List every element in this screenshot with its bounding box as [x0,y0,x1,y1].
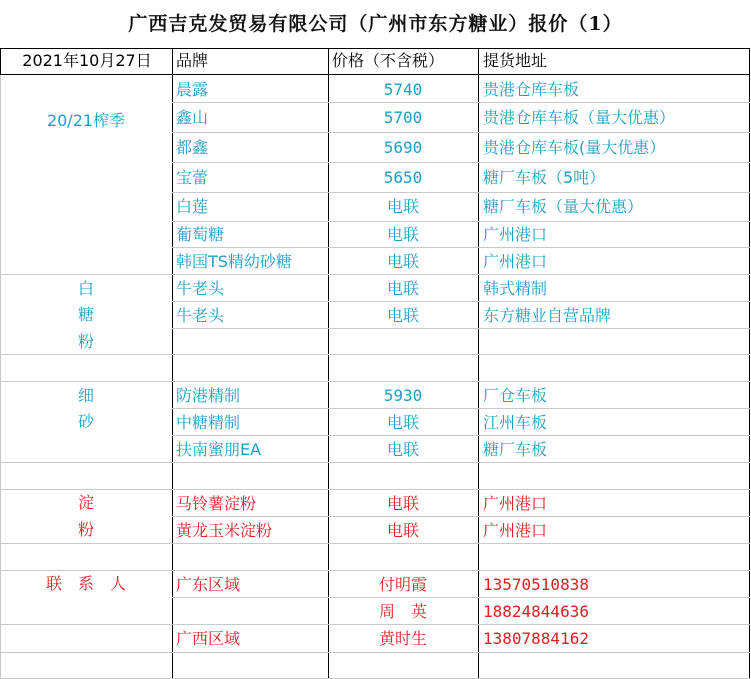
grid-line [0,48,1,74]
header-price: 价格（不含税） [332,51,445,70]
grid-line [0,381,750,382]
grid-line [172,132,750,133]
location-cell: 广州港口 [483,494,548,513]
season-label: 20/21榨季 [46,111,126,130]
brand-cell: 马铃薯淀粉 [176,494,257,513]
brand-cell: 黄龙玉米淀粉 [176,521,273,540]
grid-line [749,48,750,679]
section-label-baitangfen: 糖 [77,305,94,324]
brand-cell: 牛老头 [176,306,225,325]
price-cell: 电联 [386,197,419,216]
contact-phone: 13807884162 [483,629,589,648]
location-cell: 贵港仓库车板（量大优惠） [483,108,676,127]
brand-cell: 晨露 [176,80,209,99]
location-cell: 东方糖业自营品牌 [483,306,612,325]
price-cell: 5700 [383,108,423,127]
price-cell: 电联 [386,494,419,513]
price-cell: 电联 [386,279,419,298]
grid-line [0,74,750,75]
price-cell: 5690 [383,138,423,157]
location-cell: 广州港口 [483,252,548,271]
brand-cell: 宝蕾 [176,168,209,187]
header-brand: 品牌 [176,51,209,70]
section-label-baitangfen: 粉 [77,332,94,351]
brand-cell: 鑫山 [176,108,209,127]
contact-name: 周 英 [378,602,427,621]
contact-region: 广西区域 [176,629,241,648]
section-label-baitangfen: 白 [77,279,94,298]
price-cell: 电联 [386,413,419,432]
location-cell: 贵港仓库车板(量大优惠） [483,138,666,157]
price-cell: 电联 [386,521,419,540]
grid-line [172,192,750,193]
location-cell: 广州港口 [483,521,548,540]
price-cell: 5650 [383,168,423,187]
location-cell: 厂仓车板 [483,386,548,405]
price-cell: 电联 [386,225,419,244]
brand-cell: 中糖精制 [176,413,241,432]
brand-cell: 防港精制 [176,386,241,405]
brand-cell: 韩国TS精幼砂糖 [176,252,292,271]
grid-line [172,48,173,679]
grid-line [172,162,750,163]
section-label-xisha: 细 [77,386,94,405]
location-cell: 广州港口 [483,225,548,244]
location-cell: 糖厂车板 [483,440,548,459]
page-title: 广西吉克发贸易有限公司（广州市东方糖业）报价（1） [128,13,623,35]
section-label-dianfen: 粉 [77,520,94,539]
section-label-xisha: 砂 [77,412,94,431]
location-cell: 韩式精制 [483,279,548,298]
header-date: 2021年10月27日 [22,51,152,70]
section-label-contacts: 联 系 人 [45,574,126,593]
location-cell: 贵港仓库车板 [483,80,580,99]
contact-region: 广东区域 [176,575,241,594]
contact-phone: 13570510838 [483,575,589,594]
brand-cell: 牛老头 [176,279,225,298]
brand-cell: 扶南蜜朋EA [176,440,262,459]
price-cell: 电联 [386,252,419,271]
location-cell: 糖厂车板（5吨） [483,168,606,187]
contact-name: 黄时生 [378,629,427,648]
grid-line [0,652,750,653]
header-location: 提货地址 [483,51,548,70]
contact-phone: 18824844636 [483,602,589,621]
brand-cell: 都鑫 [176,138,209,157]
price-cell: 电联 [386,440,419,459]
location-cell: 江州车板 [483,413,548,432]
brand-cell: 白莲 [176,197,209,216]
brand-cell: 葡萄糖 [176,225,225,244]
price-cell: 5740 [383,80,423,99]
location-cell: 糖厂车板（量大优惠） [483,197,644,216]
grid-line [478,48,479,679]
price-cell: 电联 [386,306,419,325]
section-label-dianfen: 淀 [77,493,94,512]
price-cell: 5930 [383,386,423,405]
contact-name: 付明霞 [378,575,427,594]
